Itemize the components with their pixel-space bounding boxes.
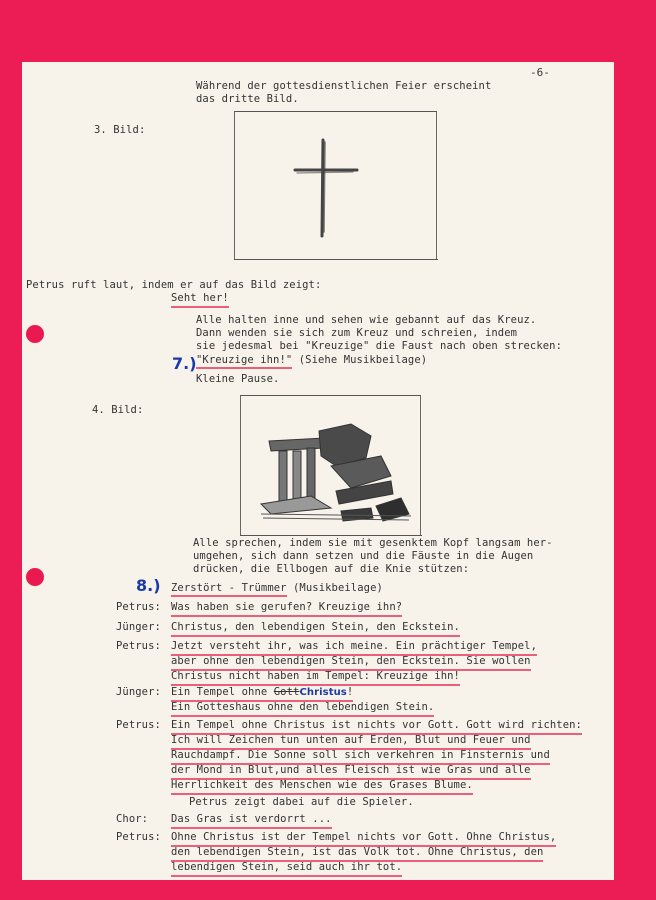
bild-3-label: 3. Bild: [94, 124, 146, 136]
stage-direction: Petrus zeigt dabei auf die Spieler. [189, 796, 414, 808]
dialogue-line: lebendigen Stein, seid auch ihr tot. [171, 861, 402, 877]
dialogue-line: Rauchdampf. Die Sonne soll sich verkehren in Finsternis und [171, 749, 550, 765]
dialogue-text: Ein Tempel ohne [171, 686, 274, 698]
intro-line: das dritte Bild. [196, 93, 299, 105]
dialogue-line: Was haben sie gerufen? Kreuzige ihn? [171, 601, 402, 617]
dialogue-line: Christus, den lebendigen Stein, den Eckstein. [171, 621, 460, 637]
punch-hole [26, 568, 44, 586]
handwritten-mark-8: 8.) [136, 576, 161, 595]
zerstoert-text: Zerstört - Trümmer [171, 582, 287, 597]
kreuzige-line [196, 354, 427, 367]
cross-drawing [235, 112, 437, 260]
dialogue-line: Ohne Christus ist der Tempel nichts vor Gott. Ohne Christus, [171, 831, 556, 847]
dialogue-line: Herrlichkeit des Menschen wie des Grases Blume. [171, 779, 473, 795]
speaker-petrus: Petrus: [116, 640, 161, 652]
bild-3-frame [234, 111, 437, 260]
speaker-petrus: Petrus: [116, 719, 161, 731]
page-number: -6- [530, 66, 550, 79]
musikbeilage: (Musikbeilage) [286, 582, 383, 594]
kreuzige-text: "Kreuzige ihn!" [196, 354, 292, 369]
exclamation: ! [346, 686, 354, 698]
intro-line: Während der gottesdienstlichen Feier erscheint [196, 80, 492, 92]
handwritten-mark-7: 7.) [172, 354, 197, 373]
bild-4-frame [240, 395, 421, 536]
speaker-juenger: Jünger: [116, 621, 161, 633]
speaker-chor: Chor: [116, 813, 149, 825]
stage-direction: drücken, die Ellbogen auf die Knie stützen: [193, 563, 470, 575]
kleine-pause: Kleine Pause. [196, 373, 280, 385]
struck-word: Gott [273, 686, 300, 698]
bild-4-label: 4. Bild: [92, 404, 144, 416]
stage-direction: Alle sprechen, indem sie mit gesenktem Kopf langsam her- [193, 537, 553, 549]
seht-her: Seht her! [171, 292, 229, 308]
zerstoert-line [171, 582, 383, 595]
speaker-petrus: Petrus: [116, 601, 161, 613]
dialogue-line: Das Gras ist verdorrt ... [171, 813, 332, 829]
speaker-petrus: Petrus: [116, 831, 161, 843]
stage-direction: Alle halten inne und sehen wie gebannt auf das Kreuz. [196, 314, 537, 326]
stage-direction: sie jedesmal bei "Kreuzige" die Faust nach oben strecken: [196, 340, 563, 352]
dialogue-line: aber ohne den lebendigen Stein, den Eckstein. Sie wollen [171, 655, 531, 671]
dialogue-line: der Mond in Blut,und alles Fleisch ist wie Gras und alle [171, 764, 531, 780]
dialogue-line: Jetzt versteht ihr, was ich meine. Ein prächtiger Tempel, [171, 640, 537, 656]
dialogue-line: Ein Gotteshaus ohne den lebendigen Stein. [171, 701, 434, 717]
punch-hole [26, 325, 44, 343]
dialogue-line [171, 686, 353, 702]
dialogue-line: Ich will Zeichen tun unten auf Erden, Blut und Feuer und [171, 734, 531, 750]
dialogue-line: den lebendigen Stein, ist das Volk tot. Ohne Christus, den [171, 846, 543, 862]
siehe-musik: (Siehe Musikbeilage) [292, 354, 428, 366]
stage-direction: Dann wenden sie sich zum Kreuz und schreien, indem [196, 327, 518, 339]
handwritten-correction: Christus [299, 687, 347, 698]
ruins-drawing [241, 396, 421, 536]
speaker-juenger: Jünger: [116, 686, 161, 698]
stage-direction: umgehen, sich dann setzen und die Fäuste in die Augen [193, 550, 534, 562]
dialogue-line: Christus nicht haben im Tempel: Kreuzige ihn! [171, 670, 460, 686]
dialogue-line: Ein Tempel ohne Christus ist nichts vor Gott. Gott wird richten: [171, 719, 582, 735]
petrus-ruft: Petrus ruft laut, indem er auf das Bild zeigt: [26, 279, 322, 291]
